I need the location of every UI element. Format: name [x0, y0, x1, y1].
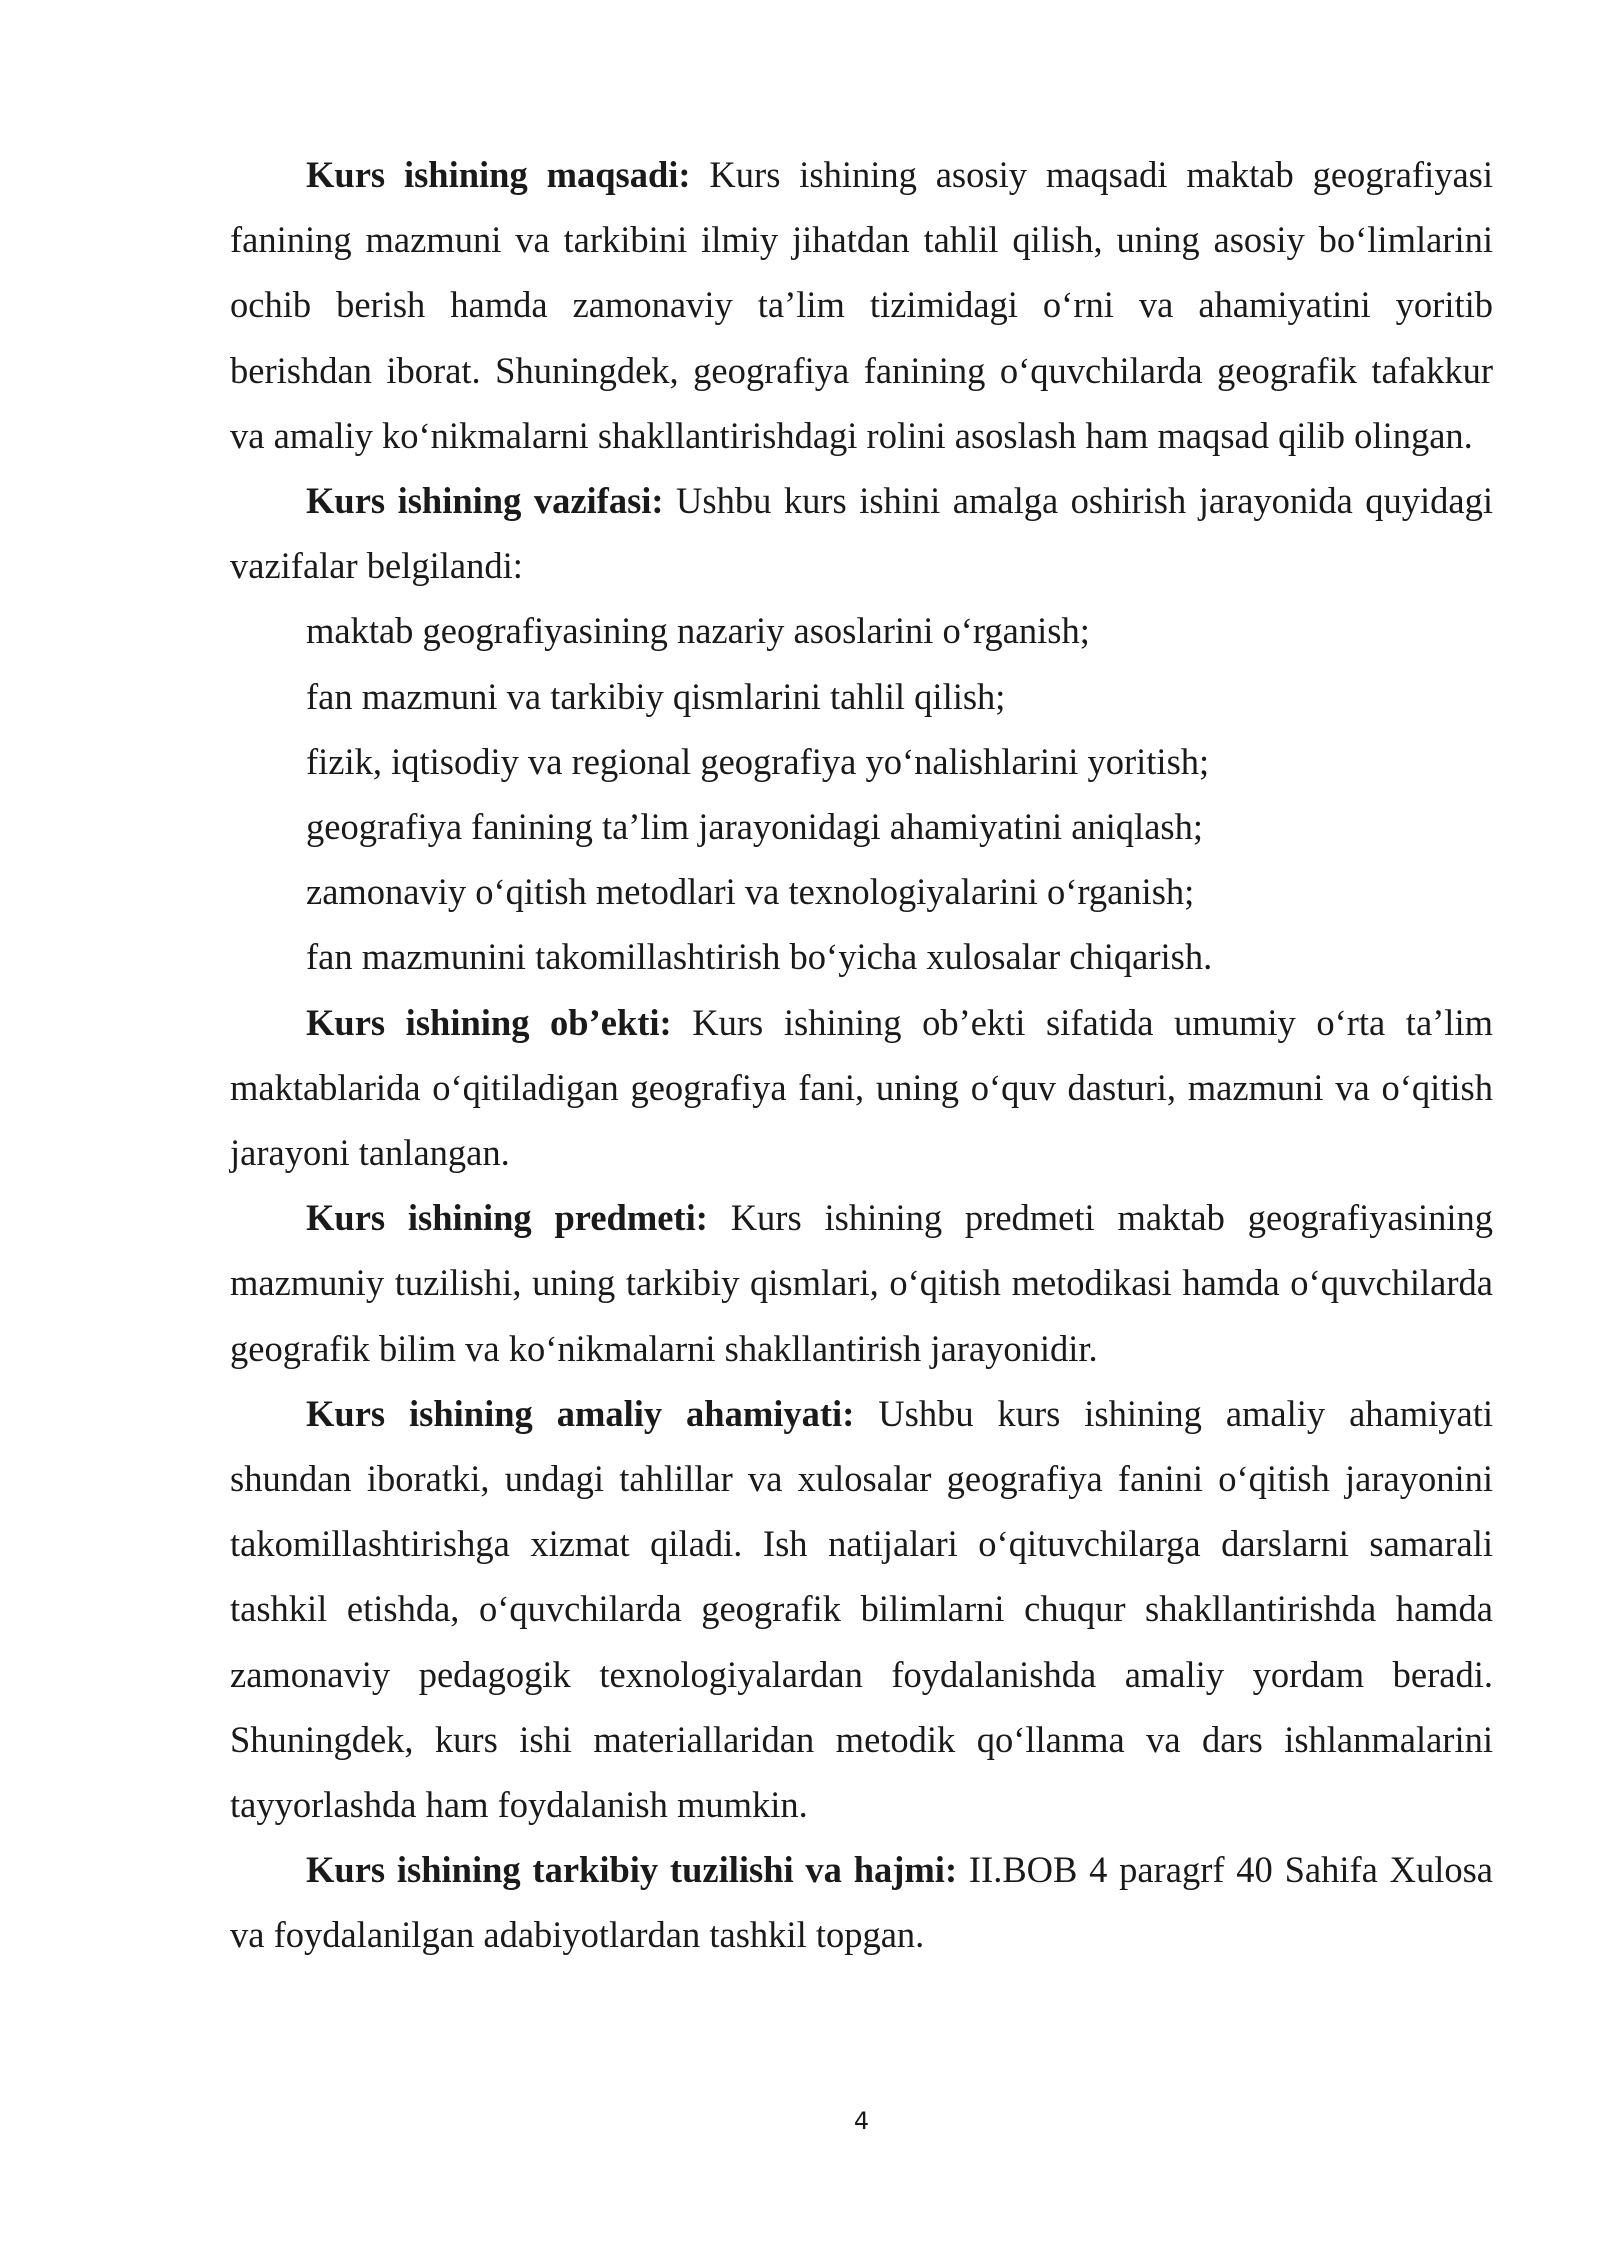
- paragraph-text: Kurs ishining ob’ekti sifatida umumiy o‘rta ta’lim maktablarida o‘qitiladigan geografiya fani, uning o‘quv dasturi, mazmuni va o‘qitish jarayoni tanlangan.: [230, 1001, 1493, 1174]
- list-item: fan mazmunini takomillashtirish bo‘yicha xulosalar chiqarish.: [306, 936, 1213, 978]
- paragraph-heading: Kurs ishining tarkibiy tuzilishi va hajmi:: [306, 1849, 958, 1891]
- paragraph-heading: Kurs ishining predmeti:: [306, 1197, 708, 1239]
- paragraph-text: Ushbu kurs ishining amaliy ahamiyati shundan iboratki, undagi tahlillar va xulosalar geografiya fanini o‘qitish jarayonini takomillashtirishga xizmat qiladi. Ish natijalari o‘qituvchilarga darslarni samarali tashkil etishda, o‘quvchilarda geografik bilimlarni chuqur shakllantirishda hamda zamonaviy pedagogik texnologiyalardan foydalanishda amaliy yordam beradi. Shuningdek, kurs ishi materiallaridan metodik qo‘llanma va dars ishlanmalarini tayyorlashda ham foydalanish mumkin.: [230, 1392, 1493, 1826]
- paragraph-text: Ushbu kurs ishini amalga oshirish jarayonida quyidagi vazifalar belgilandi:: [230, 480, 1493, 587]
- paragraph-text: Kurs ishining asosiy maqsadi maktab geografiyasi fanining mazmuni va tarkibini ilmiy jihatdan tahlil qilish, uning asosiy bo‘limlarini ochib berish hamda zamonaviy ta’lim tizimidagi o‘rni va ahamiyatini yoritib berishdan iborat. Shuningdek, geografiya fanining o‘quvchilarda geografik tafakkur va amaliy ko‘nikmalarni shakllantirishdagi rolini asoslash ham maqsad qilib olingan.: [230, 154, 1493, 456]
- paragraph-heading: Kurs ishining amaliy ahamiyati:: [306, 1392, 855, 1434]
- paragraph-heading: Kurs ishining ob’ekti:: [306, 1001, 672, 1043]
- list-item: fizik, iqtisodiy va regional geografiya yo‘nalishlarini yoritish;: [306, 740, 1210, 782]
- paragraph-text: Kurs ishining predmeti maktab geografiyasining mazmuniy tuzilishi, uning tarkibiy qismlari, o‘qitish metodikasi hamda o‘quvchilarda geografik bilim va ko‘nikmalarni shakllantirish jarayonidir.: [230, 1197, 1493, 1369]
- paragraph-text: II.BOB 4 paragrf 40 Sahifa Xulosa va foydalanilgan adabiyotlardan tashkil topgan.: [230, 1849, 1493, 1956]
- paragraph-structure: [230, 1837, 1493, 1967]
- document-page: [230, 142, 1493, 1968]
- list-item: maktab geografiyasining nazariy asoslarini o‘rganish;: [306, 610, 1090, 652]
- task-list: [230, 598, 1493, 989]
- page-number: 4: [853, 2107, 870, 2135]
- paragraph-heading: Kurs ishining maqsadi:: [306, 154, 691, 195]
- paragraph-object: [230, 990, 1493, 1186]
- list-item: fan mazmuni va tarkibiy qismlarini tahlil qilish;: [306, 675, 1006, 717]
- list-item: zamonaviy o‘qitish metodlari va texnologiyalarini o‘rganish;: [306, 871, 1195, 913]
- list-item: geografiya fanining ta’lim jarayonidagi ahamiyatini aniqlash;: [306, 806, 1203, 848]
- paragraph-heading: Kurs ishining vazifasi:: [306, 480, 664, 522]
- paragraph-tasks: [230, 468, 1493, 598]
- paragraph-practical-value: [230, 1381, 1493, 1837]
- paragraph-goal: [230, 142, 1493, 468]
- paragraph-subject: [230, 1185, 1493, 1381]
